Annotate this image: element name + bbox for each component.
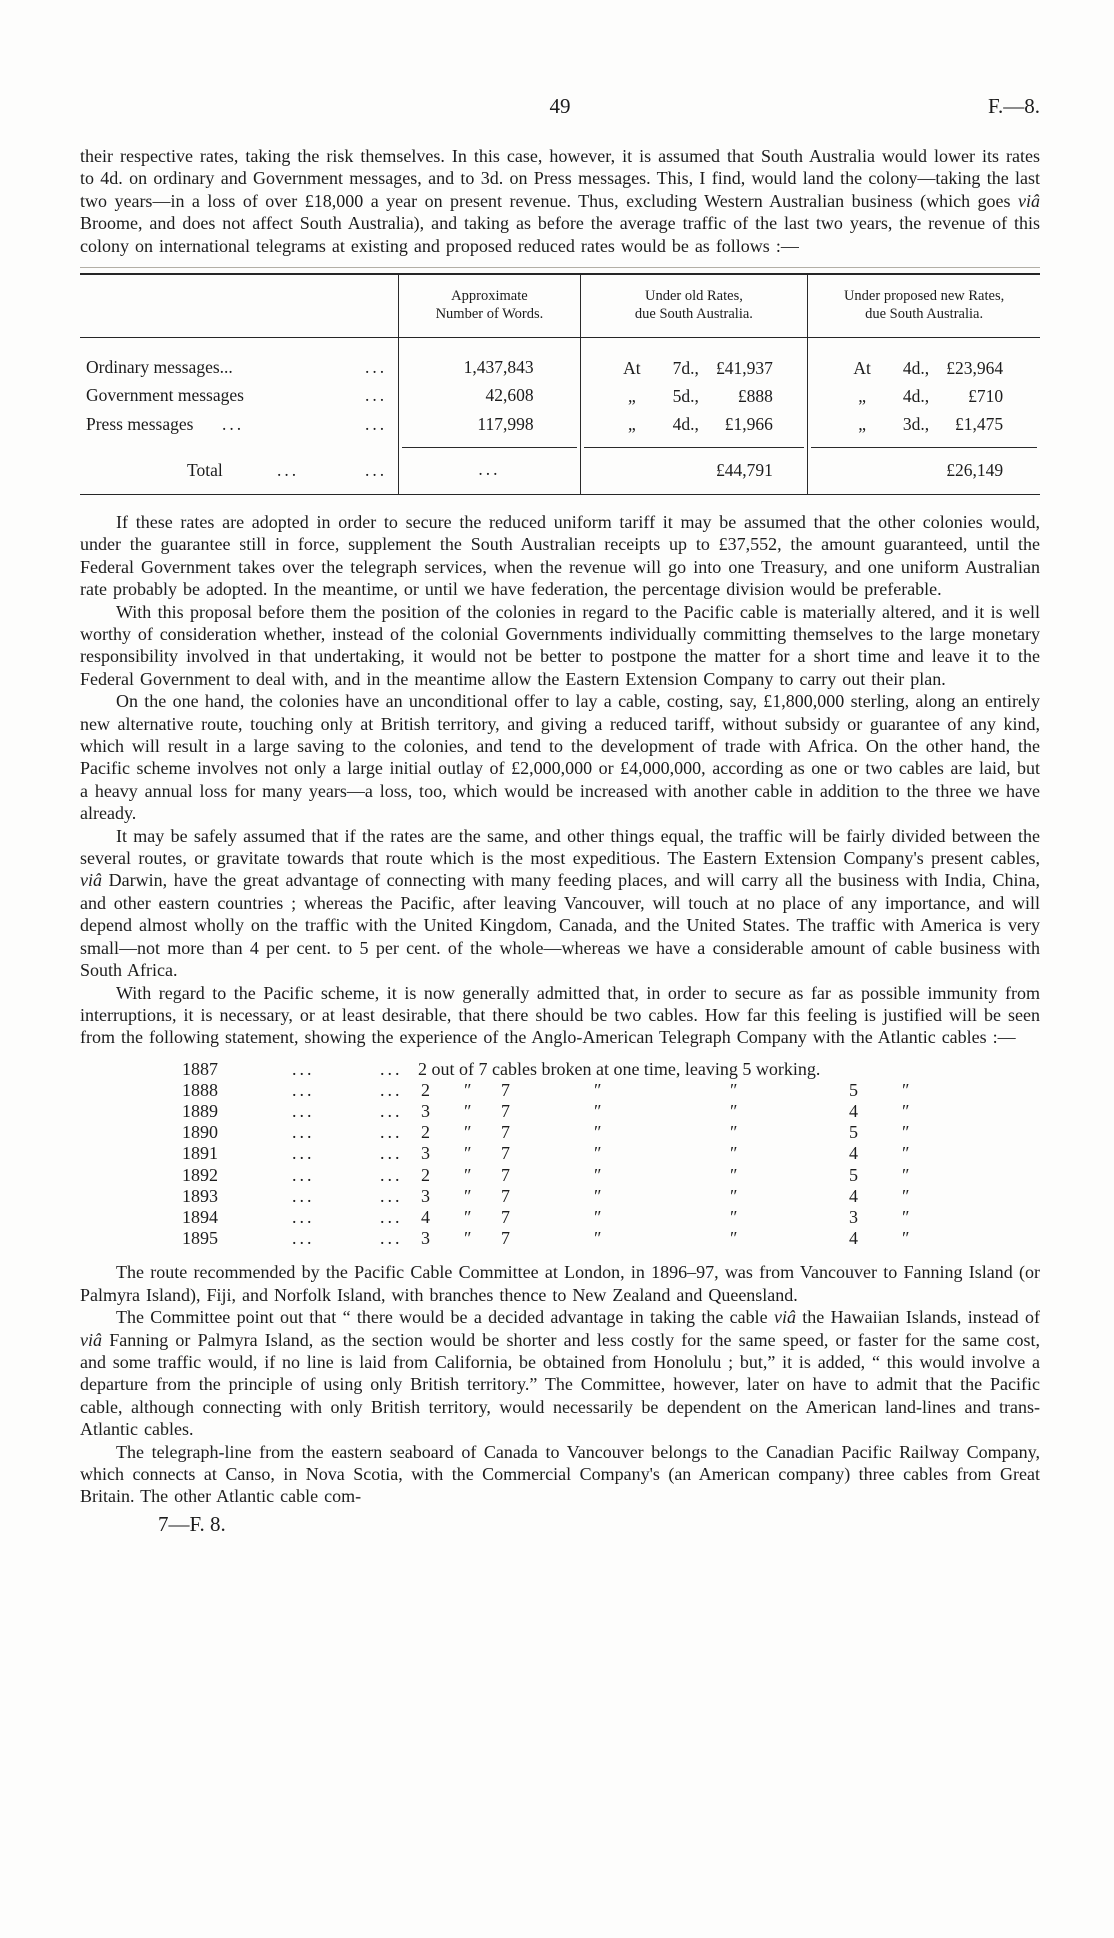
leader-dots: ... [292, 1122, 315, 1143]
table-row-total [80, 448, 1040, 494]
broken-count: 2 [421, 1079, 430, 1100]
total-new-cell: £26,149 [808, 448, 1040, 494]
statement-text: 2 out of 7 cables broken at one time, leaving 5 working. [418, 1058, 821, 1079]
page-body [80, 145, 1040, 1537]
ditto-mark: ″ [730, 1207, 738, 1228]
atlantic-cables-statement [80, 1059, 1040, 1250]
working-count: 5 [849, 1122, 858, 1143]
broken-count: 3 [421, 1101, 430, 1122]
total-cables: 7 [501, 1228, 510, 1249]
leader-dots: ... [365, 413, 388, 434]
broken-count: 3 [421, 1228, 430, 1249]
total-cables: 7 [501, 1143, 510, 1164]
statement-year: 1889 [182, 1101, 218, 1122]
leader-dots: ... [380, 1143, 403, 1164]
statement-year: 1892 [182, 1164, 218, 1185]
ditto-mark: ″ [902, 1185, 910, 1206]
words-cell: 117,998 [399, 410, 580, 438]
ditto-mark: ″ [730, 1164, 738, 1185]
total-old-cell: £44,791 [580, 448, 808, 494]
leader-dots: ... [380, 1101, 403, 1122]
working-count: 4 [849, 1101, 858, 1122]
statement-row [80, 1080, 1040, 1101]
total-cables: 7 [501, 1185, 510, 1206]
row-label-cell [80, 410, 399, 438]
leader-dots: ... [380, 1164, 403, 1185]
ditto-mark: ″ [902, 1079, 910, 1100]
leader-dots: ... [380, 1079, 403, 1100]
leader-dots: ... [380, 1207, 403, 1228]
statement-year: 1887 [182, 1058, 218, 1079]
row-label: Ordinary messages... [86, 356, 233, 377]
header-new-rates: Under proposed new Rates, due South Australia. [808, 274, 1040, 338]
ditto-mark: ″ [594, 1164, 602, 1185]
ditto-mark: ″ [730, 1079, 738, 1100]
ditto-mark: ″ [464, 1228, 472, 1249]
old-rate-cell: „ 4d., £1,966 [580, 410, 808, 438]
row-label-cell [80, 338, 399, 382]
leader-dots: ... [292, 1164, 315, 1185]
statement-year: 1888 [182, 1079, 218, 1100]
ditto-mark: ″ [902, 1143, 910, 1164]
page-header [80, 94, 1040, 119]
revenue-table-wrap [80, 267, 1040, 495]
broken-count: 2 [421, 1164, 430, 1185]
ditto-mark: ″ [594, 1101, 602, 1122]
paragraph-uniform-tariff: If these rates are adopted in order to secure the reduced uniform tariff it may be assumed that the other colonies would, under the guarantee still in force, supplement the South Australian receipts up to £37,552, the amount guaranteed, until the Federal Government takes over the telegraph services, when the revenue will go into one Treasury, and one uniform Australian rate probably be adopted. In the meantime, or until we have federation, the percentage division would be preferable. [80, 511, 1040, 600]
total-words-cell: ... [399, 448, 580, 494]
total-cables: 7 [501, 1122, 510, 1143]
statement-year: 1891 [182, 1143, 218, 1164]
ditto-mark: ″ [730, 1122, 738, 1143]
total-label-cell [80, 448, 399, 494]
leader-dots: ... [292, 1207, 315, 1228]
leader-dots: ... [222, 413, 245, 434]
statement-row [80, 1165, 1040, 1186]
new-rate-cell: At 4d., £23,964 [808, 338, 1040, 382]
statement-row [80, 1207, 1040, 1228]
document-reference: F.—8. [988, 94, 1040, 118]
statement-year: 1894 [182, 1207, 218, 1228]
statement-row [80, 1101, 1040, 1122]
broken-count: 2 [421, 1122, 430, 1143]
broken-count: 3 [421, 1185, 430, 1206]
leader-dots: ... [380, 1185, 403, 1206]
row-label: Press messages [86, 413, 194, 434]
statement-row [80, 1059, 1040, 1080]
leader-dots: ... [277, 459, 300, 480]
working-count: 4 [849, 1185, 858, 1206]
words-cell: 42,608 [399, 382, 580, 410]
ditto-mark: ″ [730, 1228, 738, 1249]
statement-year: 1895 [182, 1228, 218, 1249]
words-cell: 1,437,843 [399, 338, 580, 382]
leader-dots: ... [292, 1079, 315, 1100]
table-header-row [80, 274, 1040, 338]
imprint-line: 7—F. 8. [158, 1511, 226, 1536]
leader-dots: ... [380, 1058, 403, 1079]
ditto-mark: ″ [902, 1228, 910, 1249]
total-cables: 7 [501, 1164, 510, 1185]
total-cables: 7 [501, 1079, 510, 1100]
ditto-mark: ″ [464, 1185, 472, 1206]
leader-dots: ... [365, 356, 388, 377]
total-cables: 7 [501, 1101, 510, 1122]
old-rate-cell: At 7d., £41,937 [580, 338, 808, 382]
total-cables: 7 [501, 1207, 510, 1228]
leader-dots: ... [365, 459, 388, 480]
statement-year: 1893 [182, 1185, 218, 1206]
paragraph-proposal-position: With this proposal before them the position of the colonies in regard to the Pacific cable is materially altered, and it is well worthy of consideration whether, instead of the colonial Governments individually committing themselves to the large monetary responsibility involved in that undertaking, it would not be better to postpone the matter for a short time and leave it to the Federal Government to deal with, and in the meantime allow the Eastern Extension Company to carry out their plan. [80, 601, 1040, 689]
old-rate-cell: „ 5d., £888 [580, 382, 808, 410]
ditto-mark: ″ [730, 1101, 738, 1122]
table-row-government [80, 382, 1040, 410]
ditto-mark: ″ [902, 1122, 910, 1143]
statement-year: 1890 [182, 1122, 218, 1143]
statement-row [80, 1228, 1040, 1249]
ditto-mark: ″ [730, 1185, 738, 1206]
working-count: 3 [849, 1207, 858, 1228]
total-label: Total [187, 459, 223, 480]
ditto-mark: ″ [464, 1101, 472, 1122]
leader-dots: ... [380, 1122, 403, 1143]
header-empty [80, 274, 399, 338]
leader-dots: ... [292, 1185, 315, 1206]
paragraph-traffic-division: It may be safely assumed that if the rates are the same, and other things equal, the traffic will be fairly divided between the several routes, or gravitate towards that route which is the most expeditious. The Eastern Extension Company's present cables, viâ Darwin, have the great advantage of connecting with many feeding places, and will carry all the business with India, China, and other eastern countries ; whereas the Pacific, after leaving Vancouver, will touch at no place of any importance, and will depend almost wholly on the traffic with the United Kingdom, Canada, and the United States. The traffic with America is very small—not more than 4 per cent. to 5 per cent. of the whole—whereas we have a considerable amount of cable business with South Africa. [80, 825, 1040, 981]
paragraph-telegraph-line: The telegraph-line from the eastern seaboard of Canada to Vancouver belongs to the Canadian Pacific Railway Company, which connects at Canso, in Nova Scotia, with the Commercial Company's (an American company) three cables from Great Britain. The other Atlantic cable com- [80, 1441, 1040, 1507]
row-label: Government messages [86, 385, 244, 406]
ditto-mark: ″ [902, 1101, 910, 1122]
row-label-cell [80, 382, 399, 410]
working-count: 5 [849, 1079, 858, 1100]
ditto-mark: ″ [594, 1122, 602, 1143]
ditto-mark: ″ [594, 1228, 602, 1249]
statement-row [80, 1186, 1040, 1207]
ditto-mark: ″ [464, 1164, 472, 1185]
page-number: 49 [549, 94, 571, 118]
table-row-ordinary [80, 338, 1040, 382]
paragraph-committee-hawaii: The Committee point out that “ there would be a decided advantage in taking the cable viâ the Hawaiian Islands, instead of viâ Fanning or Palmyra Island, as the section would be shorter and less costly for the same speed, or faster for the same cost, and some traffic would, if no line is laid from California, be obtained from Honolulu ; but,” it is added, “ this would involve a departure from the principle of using only British territory.” The Committee, however, later on have to admit that the Pacific cable, although connecting with only British territory, would necessarily be dependent on the American land-lines and trans-Atlantic cables. [80, 1307, 1040, 1440]
ditto-mark: ″ [730, 1143, 738, 1164]
broken-count: 4 [421, 1207, 430, 1228]
working-count: 4 [849, 1228, 858, 1249]
leader-dots: ... [292, 1228, 315, 1249]
statement-row [80, 1122, 1040, 1143]
ditto-mark: ″ [902, 1207, 910, 1228]
working-count: 5 [849, 1164, 858, 1185]
table-row-press [80, 410, 1040, 438]
ditto-mark: ″ [594, 1079, 602, 1100]
working-count: 4 [849, 1143, 858, 1164]
paragraph-one-hand: On the one hand, the colonies have an unconditional offer to lay a cable, costing, say, £1,800,000 sterling, along an entirely new alternative route, touching only at British territory, and giving a reduced tariff, without subsidy or guarantee of any kind, which will result in a large saving to the colonies, and tend to the development of trade with Africa. On the other hand, the Pacific scheme involves not only a large initial outlay of £2,000,000 or £4,000,000, according as one or two cables are laid, but a heavy annual loss for many years—a loss, too, which would be increased with another cable in addition to the three we have already. [80, 691, 1040, 824]
ditto-mark: ″ [594, 1185, 602, 1206]
ditto-mark: ″ [464, 1143, 472, 1164]
paragraph-two-cables: With regard to the Pacific scheme, it is now generally admitted that, in order to secure as far as possible immunity from interruptions, it is necessary, or at least desirable, that there should be two cables. How far this feeling is justified will be seen from the following statement, showing the experience of the Anglo-American Telegraph Company with the Atlantic cables :— [80, 982, 1040, 1048]
ditto-mark: ″ [594, 1143, 602, 1164]
header-approximate-words: Approximate Number of Words. [399, 274, 580, 338]
new-rate-cell: „ 3d., £1,475 [808, 410, 1040, 438]
broken-count: 3 [421, 1143, 430, 1164]
ditto-mark: ″ [464, 1207, 472, 1228]
paragraph-rates-assumption: their respective rates, taking the risk themselves. In this case, however, it is assumed that South Australia would lower its rates to 4d. on ordinary and Government messages, and to 3d. on Press messages. This, I find, would land the colony—taking the last two years—in a loss of over £18,000 a year on present revenue. Thus, excluding Western Australian business (which goes viâ Broome, and does not affect South Australia), and taking as before the average traffic of the last two years, the revenue of this colony on international telegrams at existing and proposed reduced rates would be as follows :— [80, 146, 1040, 256]
header-old-rates: Under old Rates, due South Australia. [580, 274, 808, 338]
statement-row [80, 1143, 1040, 1164]
ditto-mark: ″ [464, 1122, 472, 1143]
leader-dots: ... [292, 1101, 315, 1122]
leader-dots: ... [380, 1228, 403, 1249]
ditto-mark: ″ [594, 1207, 602, 1228]
leader-dots: ... [292, 1058, 315, 1079]
paragraph-route-recommended: The route recommended by the Pacific Cable Committee at London, in 1896–97, was from Vancouver to Fanning Island (or Palmyra Island), Fiji, and Norfolk Island, with branches thence to New Zealand and Queensland. [80, 1262, 1040, 1305]
ditto-mark: ″ [902, 1164, 910, 1185]
leader-dots: ... [365, 385, 388, 406]
new-rate-cell: „ 4d., £710 [808, 382, 1040, 410]
revenue-table [80, 273, 1040, 495]
leader-dots: ... [292, 1143, 315, 1164]
sum-rule-row [80, 438, 1040, 448]
ditto-mark: ″ [464, 1079, 472, 1100]
